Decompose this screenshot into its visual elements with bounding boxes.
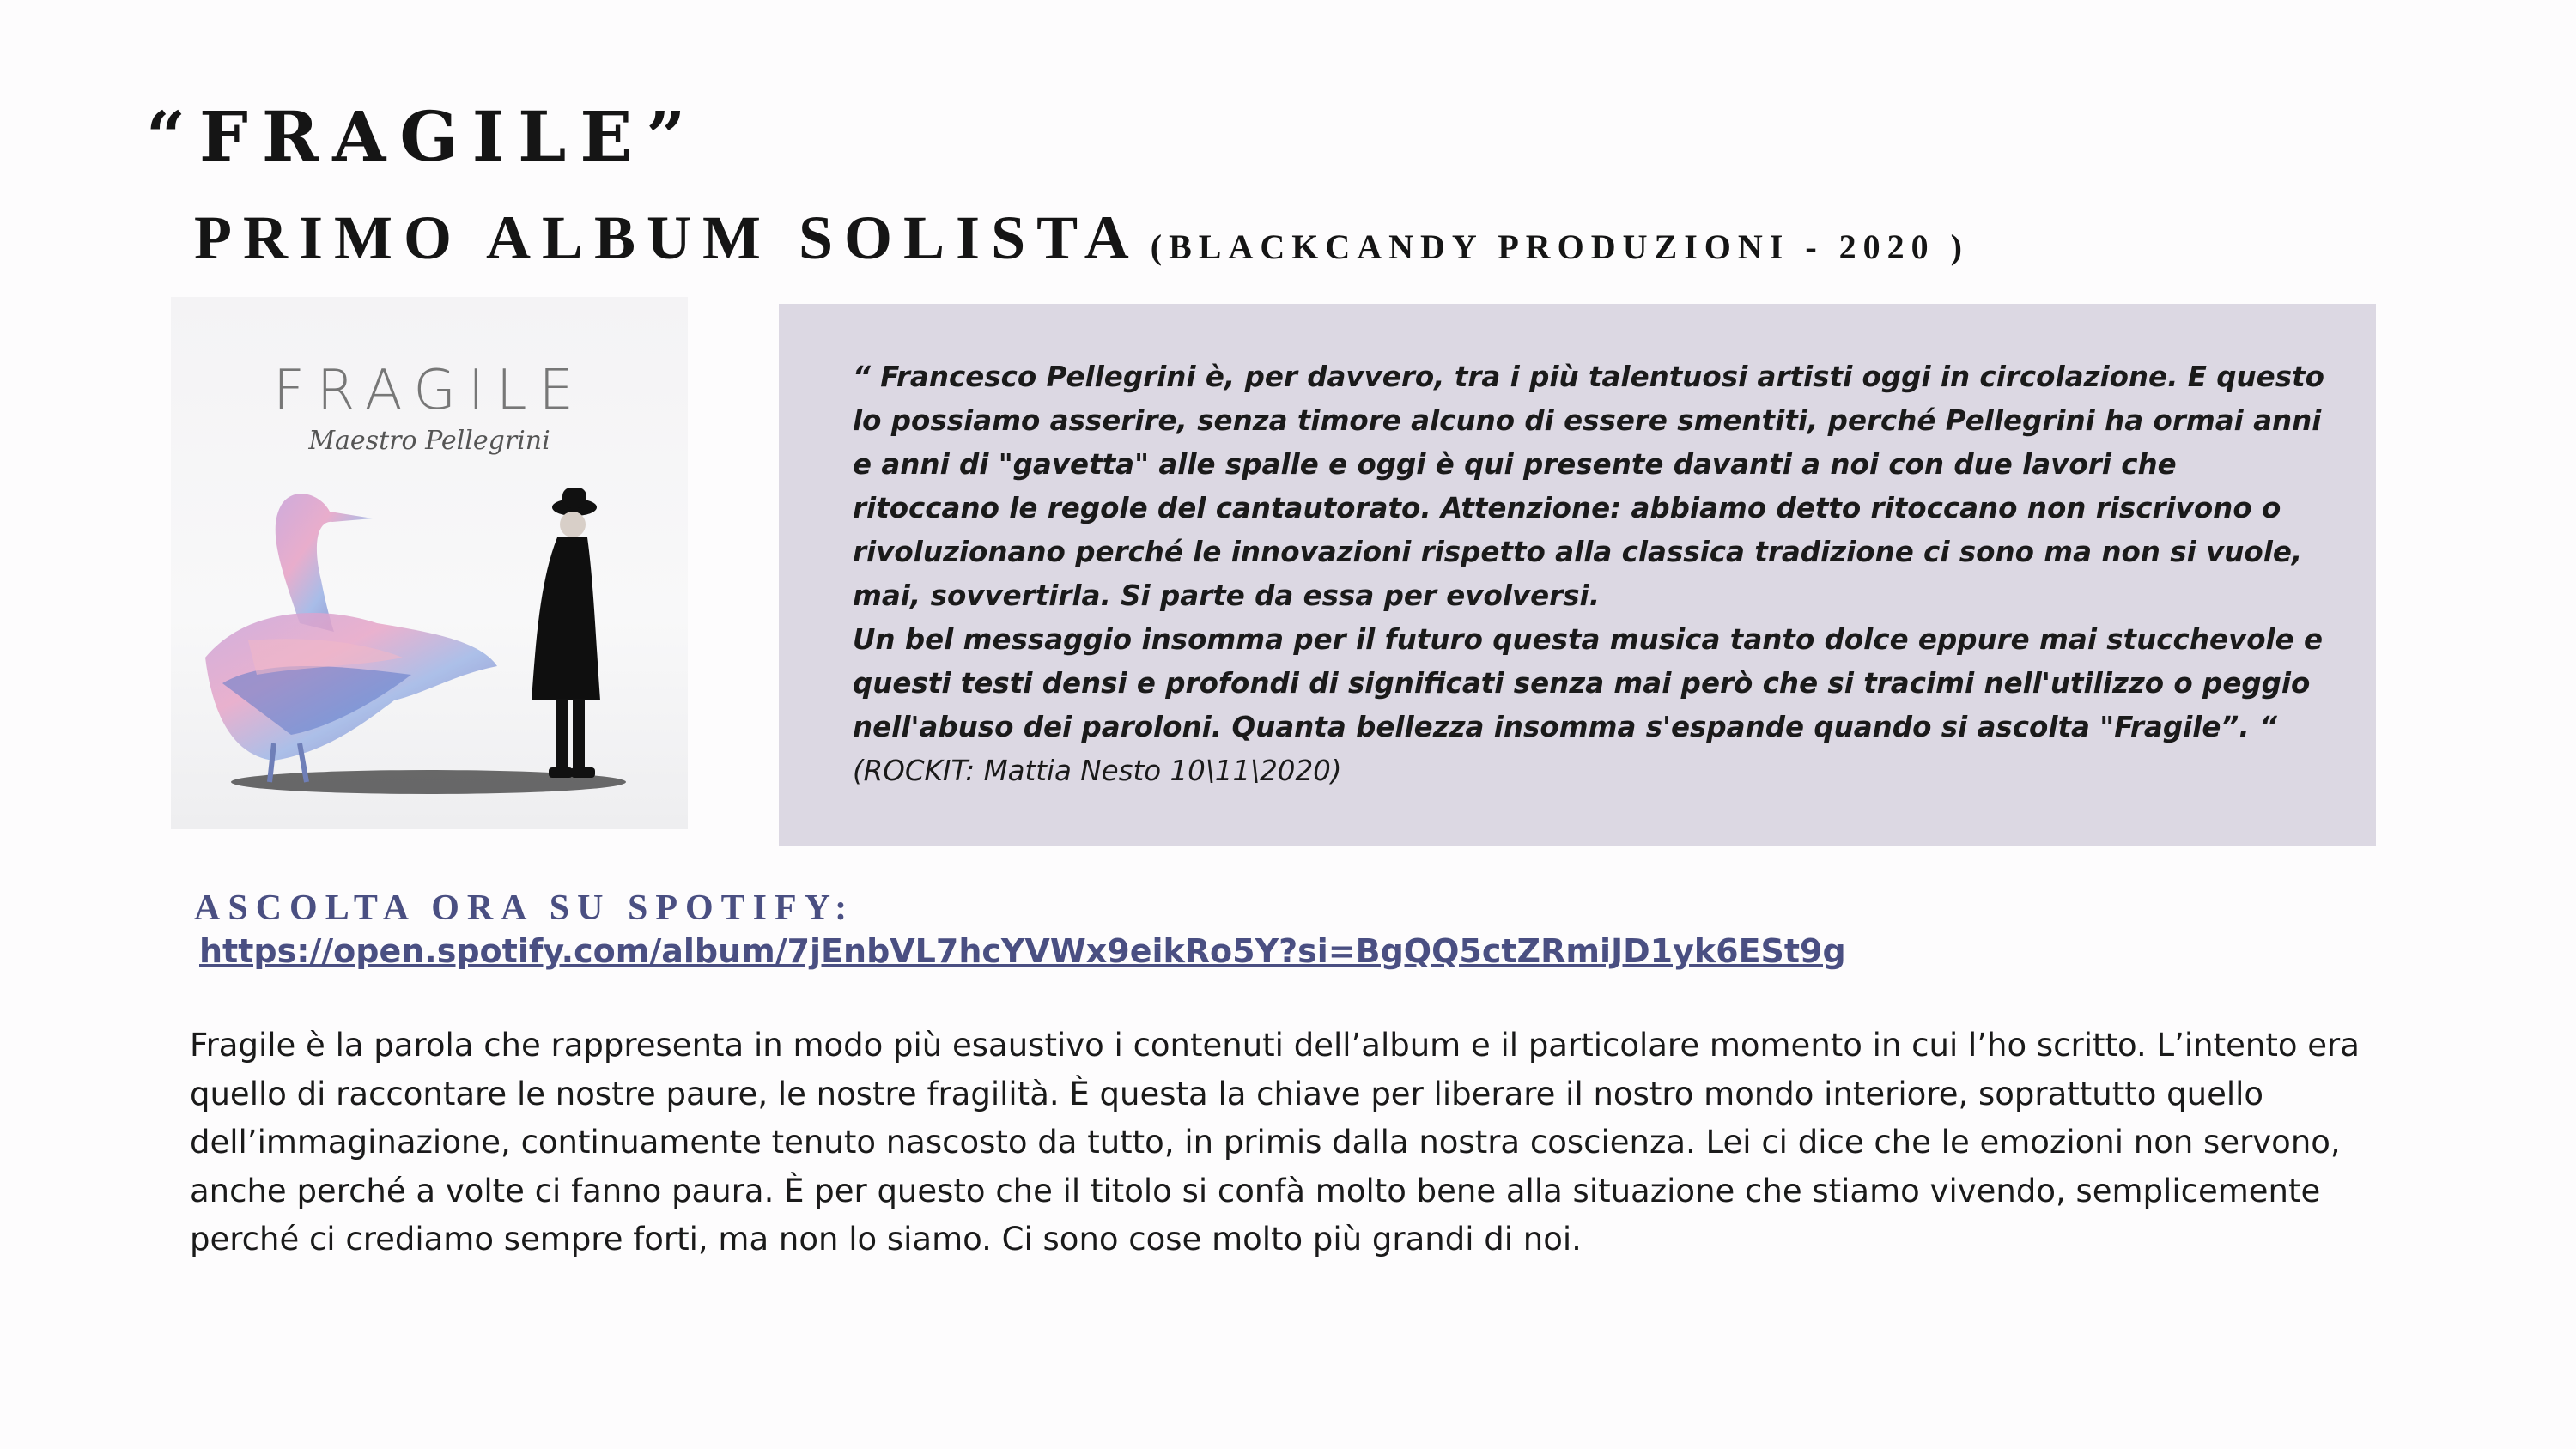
review-quote-paragraph: “ Francesco Pellegrini è, per davvero, tra i più talentuosi artisti oggi in circolazione. E questo lo possiamo asserire, senza timore alcuno di essere smentiti, perché Pellegrini ha ormai anni e anni di "gavetta" alle spalle e oggi è qui presente davanti a noi con due lavori che ritoccano le regole del cantautorato. Attenzione: abbiamo detto ritoccano non riscrivono o rivoluzionano perché le innovazioni rispetto alla classica tradizione ci sono ma non si vuole, mai, sovvertirla. Si parte da essa per evolversi.: [853, 361, 2324, 612]
album-cover-signature: Maestro Pellegrini: [308, 426, 550, 456]
page-subtitle: [194, 203, 1969, 274]
page-title: “FRAGILE”: [146, 96, 700, 177]
review-quote-source: (ROCKIT: Mattia Nesto 10\11\2020): [853, 755, 1342, 787]
spotify-link[interactable]: https://open.spotify.com/album/7jEnbVL7hcYVWx9eikRo5Y?si=BgQQ5ctZRmiJD1yk6ESt9g: [199, 932, 1846, 970]
review-quote-box: [779, 304, 2376, 846]
review-quote: [853, 355, 2330, 793]
subtitle-main: PRIMO ALBUM SOLISTA: [194, 203, 1140, 272]
album-description: Fragile è la parola che rappresenta in modo più esaustivo i contenuti dell’album e il particolare momento in cui l’ho scritto. L’intento era quello di raccontare le nostre paure, le nostre fragilità. È questa la chiave per liberare il nostro mondo interiore, soprattutto quello dell’immaginazione, continuamente tenuto nascosto da tutto, in primis dalla nostra coscienza. Lei ci dice che le emozioni non servono, anche perché a volte ci fanno paura. È per questo che il titolo si confà molto bene alla situazione che stiamo vivendo, semplicemente perché ci crediamo sempre forti, ma non lo siamo. Ci sono cose molto più grandi di noi.: [190, 1027, 2360, 1258]
album-cover-title: FRAGILE: [273, 359, 586, 422]
subtitle-detail: (BLACKCANDY PRODUZIONI - 2020 ): [1150, 227, 1969, 266]
review-quote-paragraph: Un bel messaggio insomma per il futuro questa musica tanto dolce eppure mai stucchevole e questi testi densi e profondi di significati senza mai però che si tracimi nell'utilizzo o peggio nell'abuso dei paroloni. Quanta bellezza insomma s'espande quando si ascolta "Fragile”. “: [853, 623, 2324, 743]
album-cover-image: [171, 297, 688, 829]
spotify-label: ASCOLTA ORA SU SPOTIFY:: [194, 888, 855, 928]
